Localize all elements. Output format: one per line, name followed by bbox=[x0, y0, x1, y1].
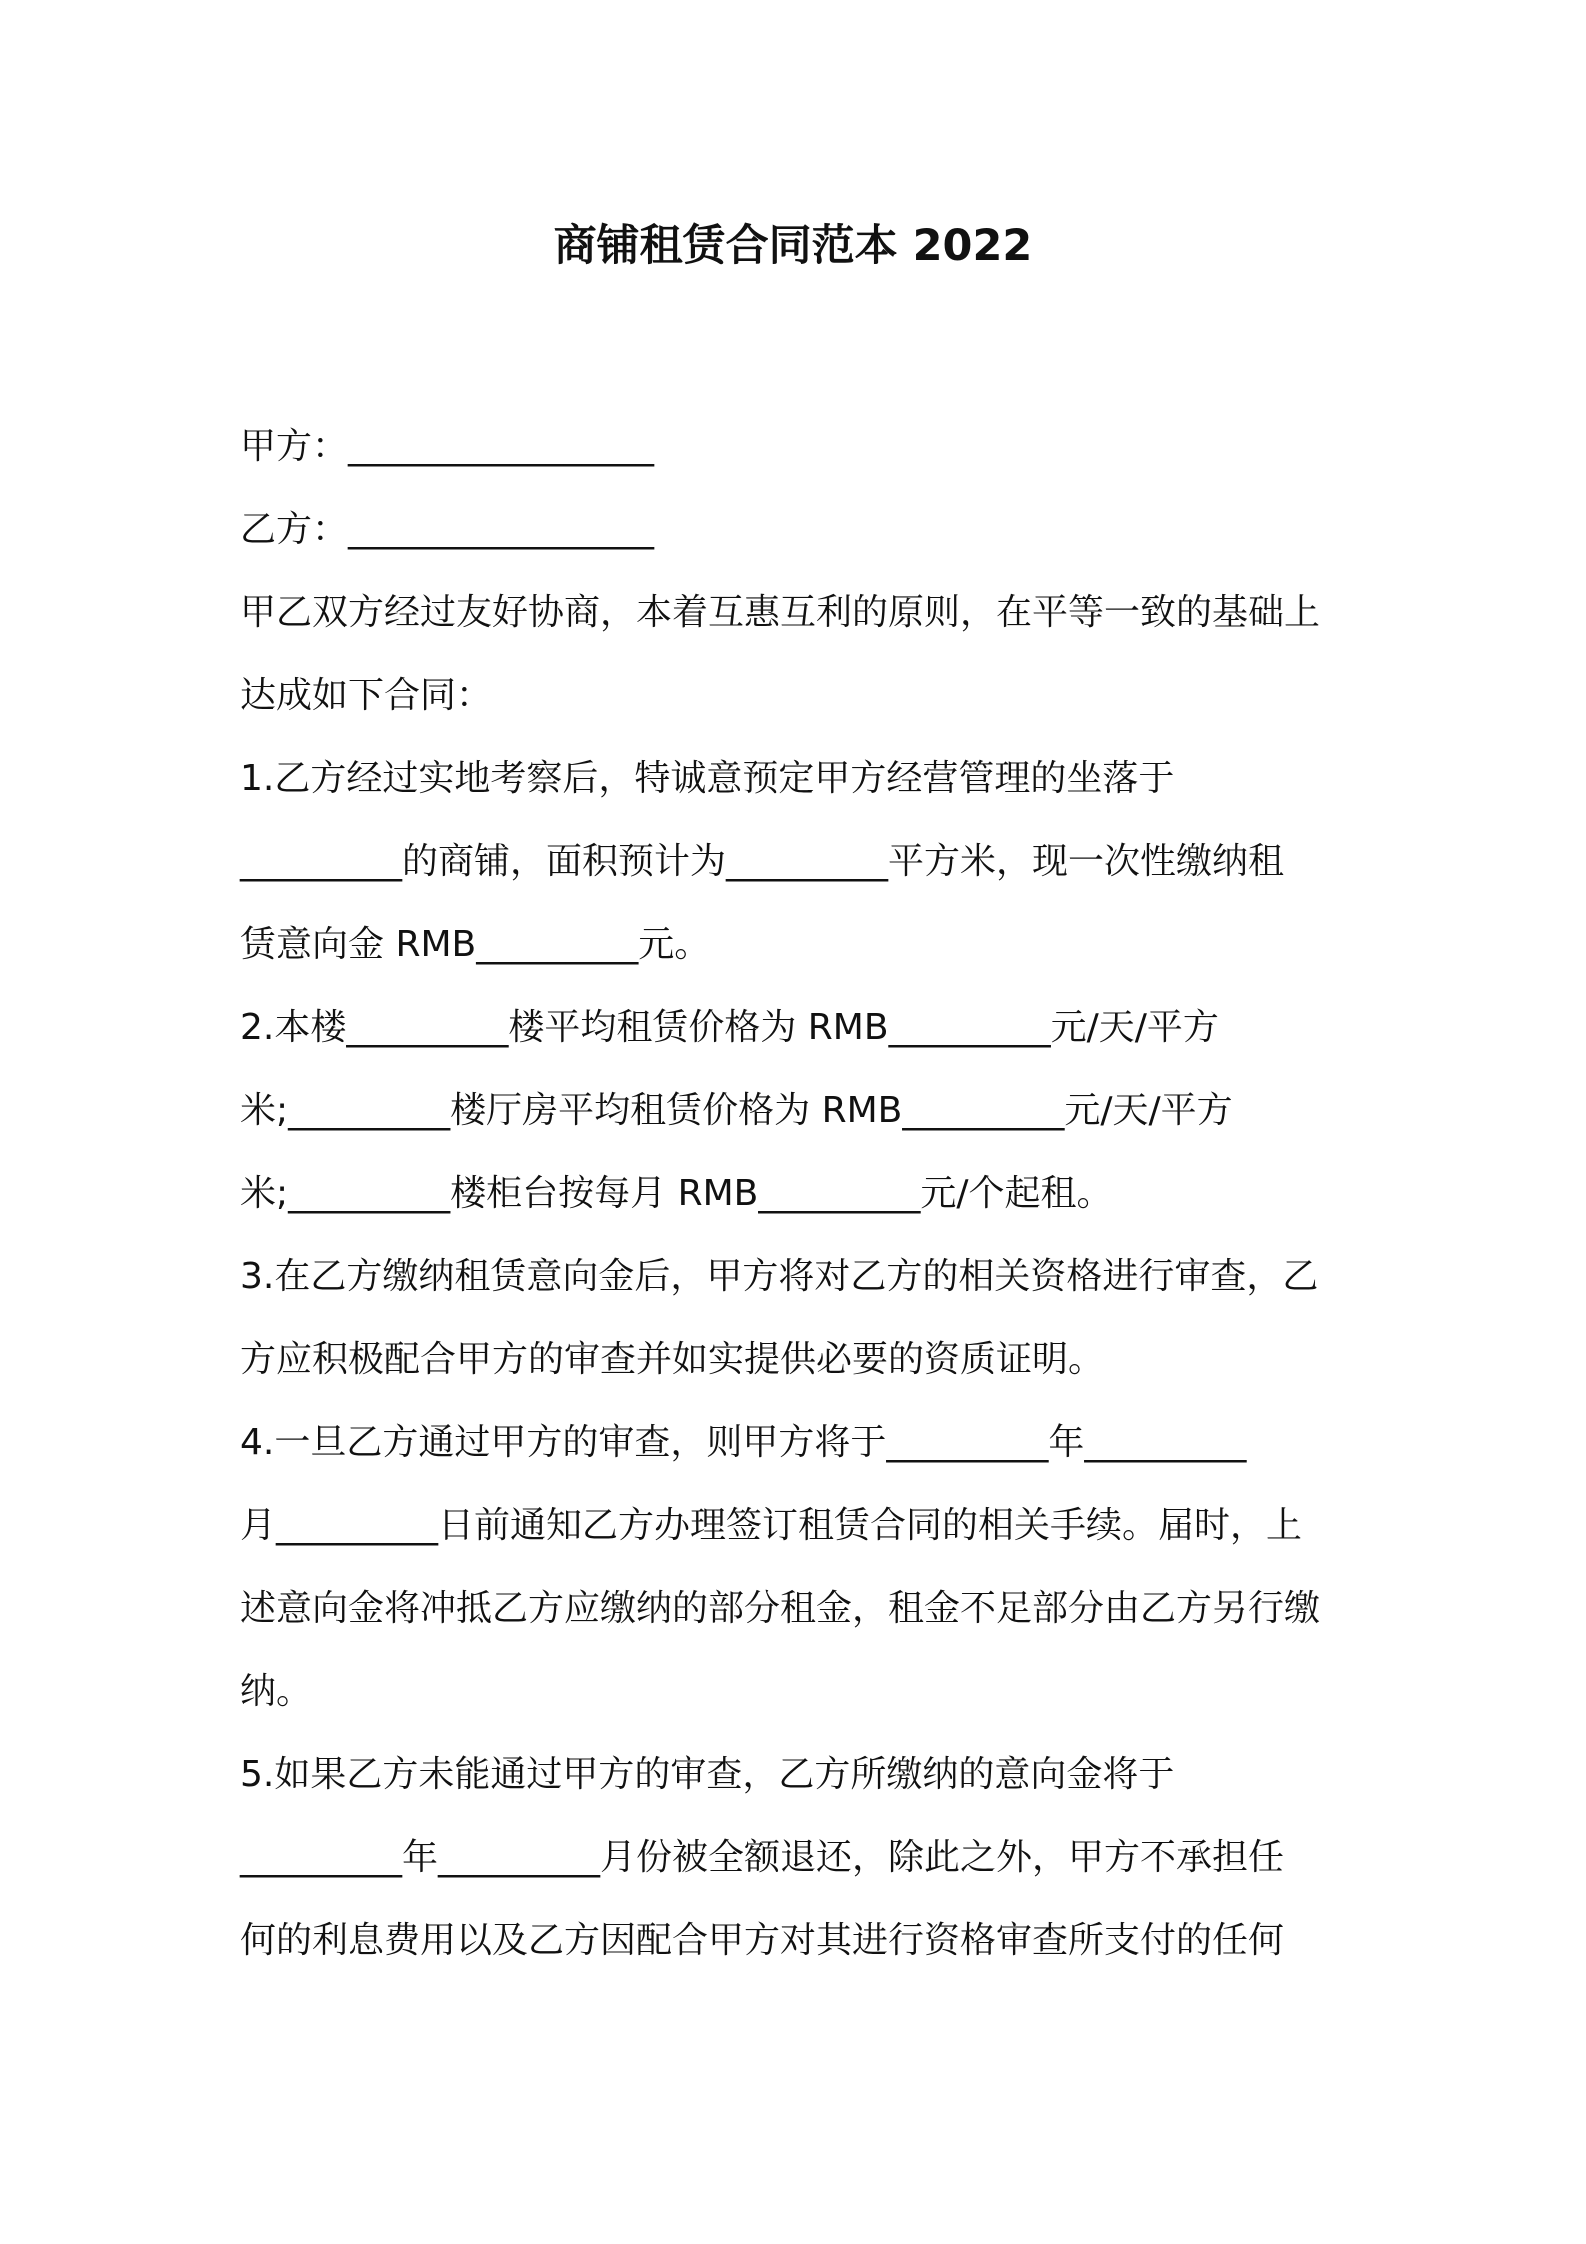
clause-2-line: 米;_________楼厅房平均租赁价格为 RMB_________元/天/平方 bbox=[240, 1090, 1233, 1131]
clause-1-line: _________的商铺，面积预计为_________平方米，现一次性缴纳租 bbox=[240, 841, 1285, 882]
clause-5-line: _________年_________月份被全额退还，除此之外，甲方不承担任 bbox=[240, 1837, 1285, 1878]
clause-4-line: 纳。 bbox=[240, 1671, 313, 1712]
clause-1-line: 赁意向金 RMB_________元。 bbox=[240, 924, 711, 965]
clause-1-line: 1.乙方经过实地考察后，特诚意预定甲方经营管理的坐落于 bbox=[240, 758, 1175, 799]
preamble-line: 甲乙双方经过友好协商，本着互惠互利的原则，在平等一致的基础上 bbox=[240, 592, 1321, 633]
clause-2-line: 米;_________楼柜台按每月 RMB_________元/个起租。 bbox=[240, 1173, 1113, 1214]
clause-5-line: 5.如果乙方未能通过甲方的审查，乙方所缴纳的意向金将于 bbox=[240, 1754, 1175, 1795]
document-title: 商铺租赁合同范本 2022 bbox=[553, 221, 1033, 271]
clause-4-line: 4.一旦乙方通过甲方的审查，则甲方将于_________年_________ bbox=[240, 1422, 1247, 1463]
clause-2-line: 2.本楼_________楼平均租赁价格为 RMB_________元/天/平方 bbox=[240, 1007, 1219, 1048]
preamble-line: 达成如下合同： bbox=[240, 675, 493, 716]
document-body bbox=[240, 405, 1360, 1982]
clause-3-line: 方应积极配合甲方的审查并如实提供必要的资质证明。 bbox=[240, 1339, 1105, 1380]
party-a-line: 甲方：_________________ bbox=[240, 426, 655, 467]
clause-4-line: 月_________日前通知乙方办理签订租赁合同的相关手续。届时，上 bbox=[240, 1505, 1303, 1546]
clause-5-line: 何的利息费用以及乙方因配合甲方对其进行资格审查所支付的任何 bbox=[240, 1920, 1285, 1961]
party-b-line: 乙方：_________________ bbox=[240, 509, 655, 550]
clause-3-line: 3.在乙方缴纳租赁意向金后，甲方将对乙方的相关资格进行审查，乙 bbox=[240, 1256, 1319, 1297]
clause-4-line: 述意向金将冲抵乙方应缴纳的部分租金，租金不足部分由乙方另行缴 bbox=[240, 1588, 1321, 1629]
